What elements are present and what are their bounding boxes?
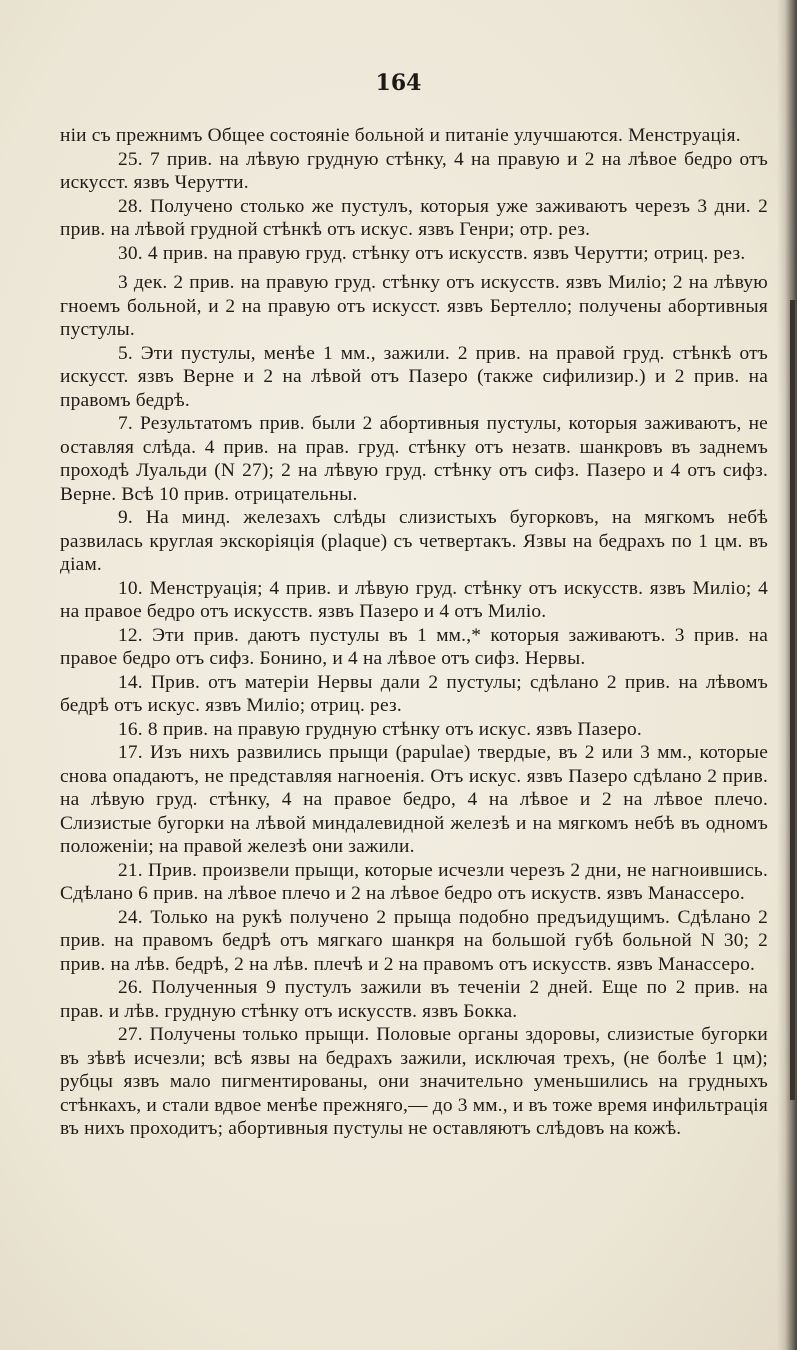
paragraph-entry-16: 16. 8 прив. на правую грудную стѣнку отъ искус. язвъ Пазеро. — [118, 718, 642, 740]
paragraph-continuation: нiи съ прежнимъ Общее состоянiе больной и питанiе улучшаются. Менструацiя. — [60, 125, 741, 146]
paragraph-entry-26: 26. Полученныя 9 пустулъ зажили въ теченiи 2 дней. Еще по 2 прив. на прав. и лѣв. грудную стѣнку отъ искусств. язвъ Бокка. — [60, 977, 768, 1022]
paragraph-entry-7: 7. Результатомъ прив. были 2 абортивныя пустулы, которыя заживаютъ, не оставляя слѣда. 4 прив. на прав. груд. стѣнку отъ незатв. шанкровъ въ заднемъ проходѣ Луальди (N 27); 2 на лѣвую груд. стѣнку отъ сифз. Пазеро и 4 отъ сифз. Верне. Всѣ 10 прив. отрицательны. — [60, 413, 768, 505]
paragraph-entry-10: 10. Менструацiя; 4 прив. и лѣвую груд. стѣнку отъ искусств. язвъ Милiо; 4 на правое бедро отъ искусств. язвъ Пазеро и 4 отъ Милiо. — [60, 577, 768, 622]
paragraph-entry-28: 28. Получено столько же пустулъ, которыя уже заживаютъ черезъ 3 дни. 2 прив. на лѣвой грудной стѣнкѣ отъ искус. язвъ Генри; отр. рез. — [60, 195, 768, 240]
paragraph-entry-21: 21. Прив. произвели прыщи, которые исчезли черезъ 2 дни, не нагноившись. Сдѣлано 6 прив. на лѣвое плечо и 2 на лѣвое бедро отъ искуств. язвъ Манассеро. — [60, 859, 768, 904]
paragraph-entry-12: 12. Эти прив. даютъ пустулы въ 1 мм.,* которыя заживаютъ. 3 прив. на правое бедро отъ сифз. Бонино, и 4 на лѣвое отъ сифз. Нервы. — [60, 624, 768, 669]
paragraph-entry-5: 5. Эти пустулы, менѣе 1 мм., зажили. 2 прив. на правой груд. стѣнкѣ отъ искусст. язвъ Верне и 2 на лѣвой отъ Пазеро (также сифилизир.) и 2 прив. на правомъ бедрѣ. — [60, 342, 768, 411]
paragraph-entry-30: 30. 4 прив. на правую груд. стѣнку отъ искусств. язвъ Черутти; отриц. рез. — [118, 242, 746, 264]
paragraph-entry-24: 24. Только на рукѣ получено 2 прыща подобно предъидущимъ. Сдѣлано 2 прив. на правомъ бедрѣ отъ мягкаго шанкря на большой губѣ больной N 30; 2 прив. на лѣв. бедрѣ, 2 на лѣв. плечѣ и 2 на правомъ отъ искусств. язвъ Манассеро. — [60, 906, 768, 975]
paragraph-entry-27: 27. Получены только прыщи. Половые органы здоровы, слизистые бугорки въ зѣвѣ исчезли; всѣ язвы на бедрахъ зажили, исключая трехъ, (не болѣе 1 цм); рубцы язвъ мало пигментированы, они значительно уменьшились на грудныхъ стѣнкахъ, и стали вдвое менѣе прежняго,— до 3 мм., и въ тоже время инфильтрацiя въ нихъ проходитъ; абортивныя пустулы не оставляютъ слѣдовъ на кожѣ. — [60, 1024, 768, 1139]
page-number: 164 — [375, 70, 422, 96]
paragraph-entry-3-dec: 3 дек. 2 прив. на правую груд. стѣнку отъ искусств. язвъ Милiо; 2 на лѣвую гноемъ больной, и 2 на правую отъ искусст. язвъ Бертелло; получены абортивныя пустулы. — [60, 272, 768, 340]
paragraph-entry-17: 17. Изъ нихъ развились прыщи (papulae) твердые, въ 2 или 3 мм., которые снова опадаютъ, не представляя нагноенiя. Отъ искус. язвъ Пазеро сдѣлано 2 прив. на лѣвую груд. стѣнку, 4 на правое бедро, 4 на лѣвое и 2 на лѣвое плечо. Слизистые бугорки на лѣвой миндалевидной железѣ и на мягкомъ небѣ въ одномъ положенiи; на правой железѣ они зажили. — [60, 742, 768, 857]
page-edge-bar — [790, 300, 795, 1100]
paragraph-entry-14: 14. Прив. отъ матерiи Нервы дали 2 пустулы; сдѣлано 2 прив. на лѣвомъ бедрѣ отъ искус. язвъ Милiо; отриц. рез. — [60, 671, 768, 716]
body-text — [60, 124, 768, 1141]
paragraph-entry-9: 9. На минд. железахъ слѣды слизистыхъ бугорковъ, на мягкомъ небѣ развилась круглая экскорiяцiя (plaque) съ четвертакъ. Язвы на бедрахъ по 1 цм. въ дiам. — [60, 507, 768, 575]
paragraph-entry-25: 25. 7 прив. на лѣвую грудную стѣнку, 4 на правую и 2 на лѣвое бедро отъ искусст. язвъ Черутти. — [60, 148, 768, 193]
